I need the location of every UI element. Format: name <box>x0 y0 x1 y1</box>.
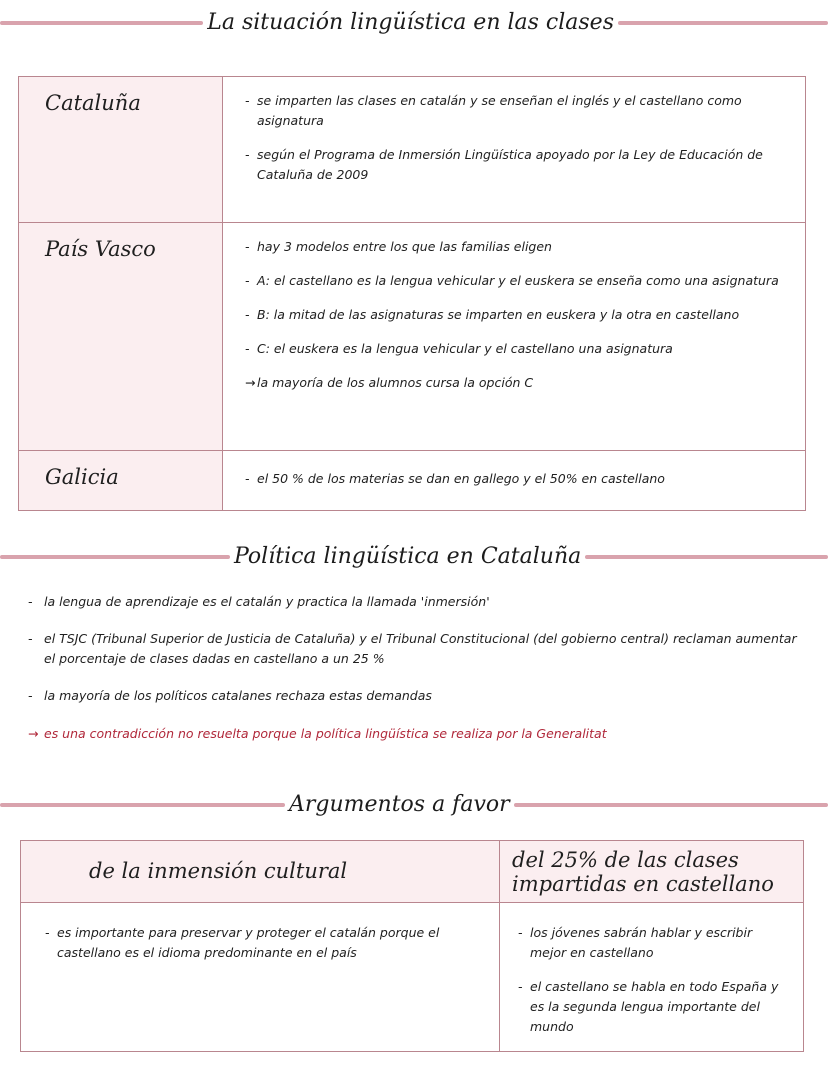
list-item: - se imparten las clases en catalán y se enseñan el inglés y el castellano como asignatura <box>245 93 742 128</box>
region-pais-vasco: País Vasco <box>19 223 223 451</box>
section-title: La situación lingüística en las clases <box>207 10 614 35</box>
table-row <box>19 77 806 223</box>
list-item: - B: la mitad de las asignaturas se imparten en euskera y la otra en castellano <box>245 307 740 322</box>
list-item-conclusion: → es una contradicción no resuelta porque la política lingüística se realiza por la Generalitat <box>28 725 607 741</box>
politica-list <box>28 592 808 761</box>
column-header-inmersion: de la inmensión cultural <box>21 841 500 903</box>
list-item: - según el Programa de Inmersión Lingüística apoyado por la Ley de Educación de Cataluña de 2009 <box>245 147 763 182</box>
list-item: - C: el euskera es la lengua vehicular y el castellano una asignatura <box>245 341 673 356</box>
section-heading-politica <box>0 544 828 569</box>
table-row <box>19 223 806 451</box>
table-row <box>21 903 804 1052</box>
table-header-row <box>21 841 804 903</box>
heading-rule-right <box>514 803 828 807</box>
list-item: - la lengua de aprendizaje es el catalán y practica la llamada 'inmersión' <box>28 594 490 609</box>
list-item: - hay 3 modelos entre los que las familias eligen <box>245 239 552 254</box>
region-notes <box>223 451 806 511</box>
section-title: Política lingüística en Cataluña <box>234 544 582 569</box>
region-notes <box>223 77 806 223</box>
heading-rule-left <box>0 555 230 559</box>
region-cataluna: Cataluña <box>19 77 223 223</box>
argumentos-table <box>20 840 804 1052</box>
table-row <box>19 451 806 511</box>
situacion-table <box>18 76 806 511</box>
heading-rule-left <box>0 803 285 807</box>
region-galicia: Galicia <box>19 451 223 511</box>
list-item: → la mayoría de los alumnos cursa la opción C <box>245 375 534 390</box>
heading-rule-right <box>585 555 828 559</box>
list-item: - los jóvenes sabrán hablar y escribir mejor en castellano <box>518 925 753 960</box>
heading-rule-right <box>618 21 828 25</box>
column-header-castellano: del 25% de las clases impartidas en castellano <box>500 841 804 903</box>
list-item: - es importante para preservar y proteger el catalán porque el castellano es el idioma predominante en el país <box>45 925 440 960</box>
region-notes <box>223 223 806 451</box>
list-item: - el TSJC (Tribunal Superior de Justicia de Cataluña) y el Tribunal Constitucional (del gobierno central) reclaman aumentar el porcentaje de clases dadas en castellano a un 25 % <box>28 631 797 666</box>
list-item: - el 50 % de los materias se dan en gallego y el 50% en castellano <box>245 471 665 486</box>
section-heading-situacion <box>0 10 828 35</box>
heading-rule-left <box>0 21 203 25</box>
column-notes <box>21 903 500 1052</box>
section-heading-argumentos <box>0 792 828 817</box>
list-item: - la mayoría de los políticos catalanes rechaza estas demandas <box>28 688 432 704</box>
column-notes <box>500 903 804 1052</box>
list-item: - A: el castellano es la lengua vehicular y el euskera se enseña como una asignatura <box>245 273 779 288</box>
section-title: Argumentos a favor <box>289 792 510 817</box>
list-item: - el castellano se habla en todo España y es la segunda lengua importante del mundo <box>518 979 779 1034</box>
